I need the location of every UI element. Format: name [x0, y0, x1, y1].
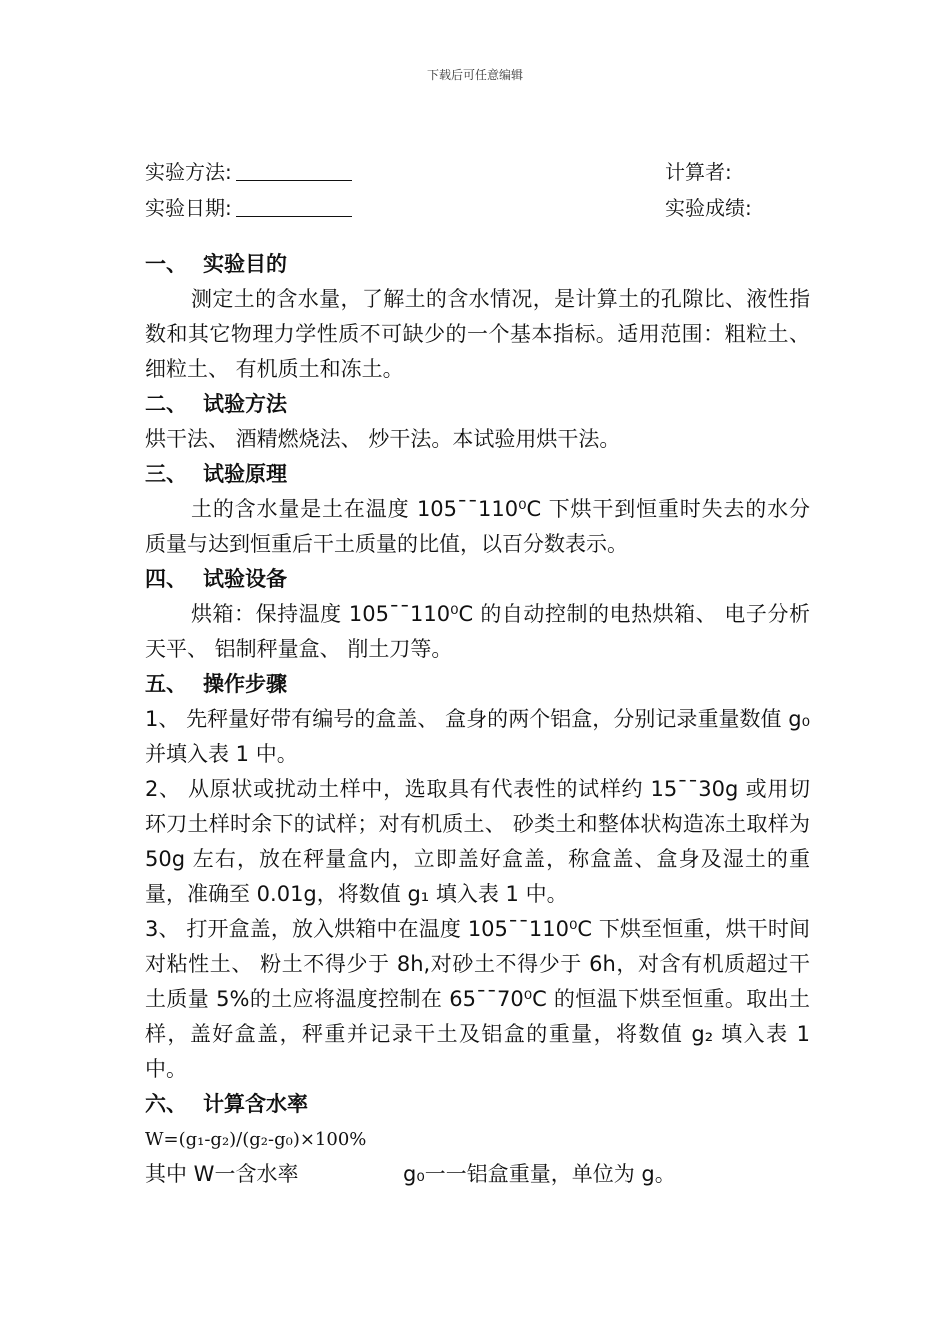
section-title: 试验设备: [203, 567, 287, 591]
header-note: 下载后可任意编辑: [426, 68, 523, 82]
section-paragraph: 烘箱：保持温度 105¯¯110⁰C 的自动控制的电热烘箱、 电子分析天平、 铝制秤量盒、 削土刀等。: [145, 602, 810, 661]
section-number: 三、: [145, 462, 187, 486]
section-heading: [145, 1087, 810, 1122]
section-paragraph: 测定土的含水量，了解土的含水情况，是计算土的孔隙比、液性指数和其它物理力学性质不可缺少的一个基本指标。适用范围：粗粒土、 细粒土、 有机质土和冻土。: [145, 287, 810, 381]
date-label: 实验日期:: [145, 196, 232, 220]
legend-w: 其中 W一含水率: [145, 1162, 299, 1186]
method-blank: [236, 158, 352, 181]
method-label: 实验方法:: [145, 160, 232, 184]
section-number: 二、: [145, 392, 187, 416]
meta-row-date: [145, 190, 815, 226]
section-number: 五、: [145, 672, 187, 696]
section-heading: [145, 247, 810, 282]
water-content-formula: W=(g₁-g₂)/(g₂-g₀)×100%: [145, 1129, 367, 1150]
formula-legend: [145, 1157, 810, 1192]
section-heading: [145, 562, 810, 597]
section-title: 实验目的: [203, 252, 287, 276]
section-number: 四、: [145, 567, 187, 591]
section-paragraph: 土的含水量是土在温度 105¯¯110⁰C 下烘干到恒重时失去的水分质量与达到恒重后干土质量的比值，以百分数表示。: [145, 497, 810, 556]
calculator-label: 计算者:: [665, 160, 732, 184]
section-title: 操作步骤: [203, 672, 287, 696]
section-heading: [145, 387, 810, 422]
section-heading: [145, 667, 810, 702]
section-heading: [145, 457, 810, 492]
document-body: [145, 247, 810, 1192]
section-paragraph: 烘干法、 酒精燃烧法、 炒干法。本试验用烘干法。: [145, 427, 621, 451]
section-number: 一、: [145, 252, 187, 276]
step-paragraph: 1、 先秤量好带有编号的盒盖、 盒身的两个铝盒，分别记录重量数值 g₀ 并填入表 1 中。: [145, 707, 810, 766]
section-title: 试验原理: [203, 462, 287, 486]
meta-row-method: [145, 154, 815, 190]
step-paragraph: 2、 从原状或扰动土样中，选取具有代表性的试样约 15¯¯30g 或用切环刀土样时余下的试样；对有机质土、 砂类土和整体状构造冻土取样为 50g 左右，放在秤量盒内，立即盖好盒盖，称盒盖、盒身及湿土的重量，准确至 0.01g，将数值 g₁ 填入表 1 中。: [145, 777, 810, 906]
legend-g0: g₀一一铝盒重量，单位为 g。: [403, 1162, 676, 1186]
section-title: 试验方法: [203, 392, 287, 416]
section-title: 计算含水率: [203, 1092, 308, 1116]
step-paragraph: 3、 打开盒盖，放入烘箱中在温度 105¯¯110⁰C 下烘至恒重，烘干时间对粘性土、 粉土不得少于 8h,对砂土不得少于 6h，对含有机质超过干土质量 5%的土应将温度控制在 65¯¯70⁰C 的恒温下烘至恒重。取出土样，盖好盒盖，秤重并记录干土及铝盒的重量，将数值 g₂ 填入表 1 中。: [145, 917, 810, 1081]
grade-label: 实验成绩:: [665, 196, 752, 220]
section-number: 六、: [145, 1092, 187, 1116]
experiment-info: [145, 154, 815, 226]
date-blank: [236, 194, 352, 217]
